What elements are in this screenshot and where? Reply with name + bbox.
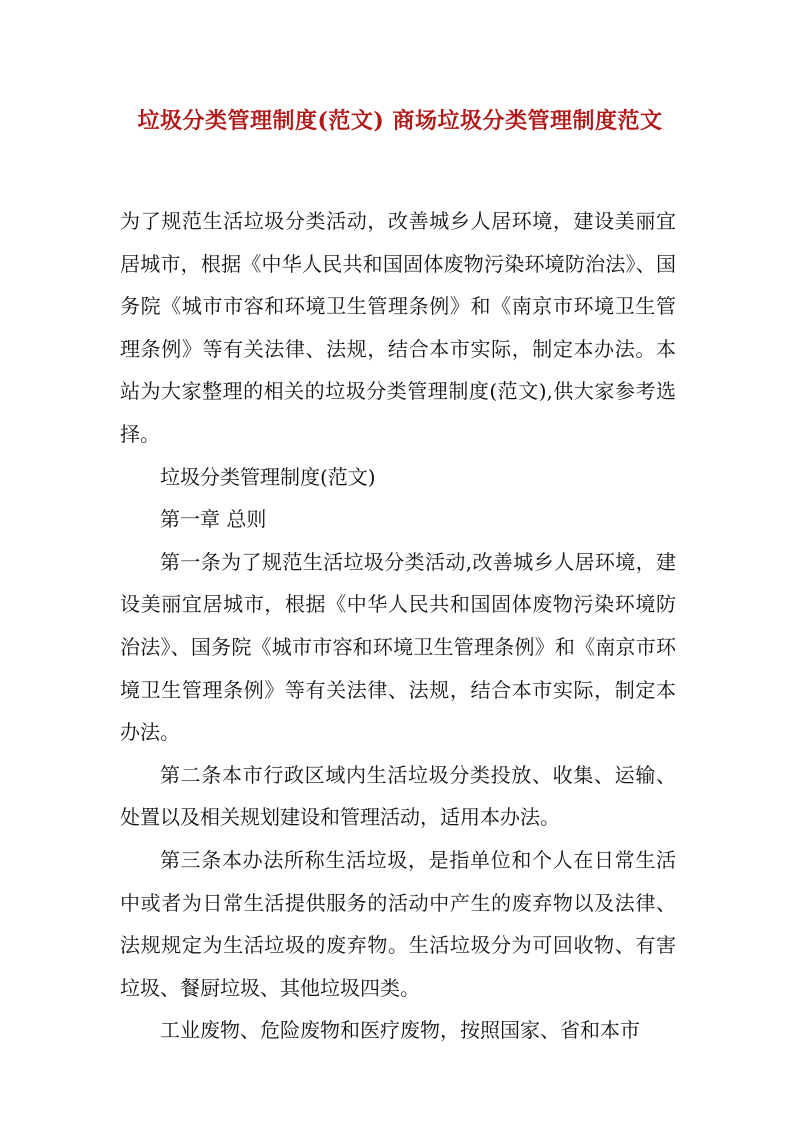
document-body: [120, 200, 676, 1052]
document-title: 垃圾分类管理制度(范文) 商场垃圾分类管理制度范文: [137, 108, 663, 134]
article-3-paragraph: 第三条本办法所称生活垃圾，是指单位和个人在日常生活中或者为日常生活提供服务的活动中产生的废弃物以及法律、法规规定为生活垃圾的废弃物。生活垃圾分为可回收物、有害垃圾、餐厨垃圾、其他垃圾四类。: [120, 847, 676, 1000]
article-1-paragraph: 第一条为了规范生活垃圾分类活动,改善城乡人居环境，建设美丽宜居城市，根据《中华人民共和国固体废物污染环境防治法》、国务院《城市市容和环境卫生管理条例》和《南京市环境卫生管理条例》等有关法律、法规，结合本市实际，制定本办法。: [120, 549, 676, 745]
chapter-heading: 第一章 总则: [160, 507, 267, 532]
continuation-paragraph: 工业废物、危险废物和医疗废物，按照国家、省和本市: [160, 1018, 640, 1043]
intro-paragraph: 为了规范生活垃圾分类活动，改善城乡人居环境，建设美丽宜居城市，根据《中华人民共和国固体废物污染环境防治法》、国务院《城市市容和环境卫生管理条例》和《南京市环境卫生管理条例》等有关法律、法规，结合本市实际，制定本办法。本站为大家整理的相关的垃圾分类管理制度(范文),供大家参考选择。: [120, 209, 676, 446]
section-heading: 垃圾分类管理制度(范文): [160, 464, 376, 489]
article-2-paragraph: 第二条本市行政区域内生活垃圾分类投放、收集、运输、处置以及相关规划建设和管理活动，适用本办法。: [120, 762, 676, 830]
